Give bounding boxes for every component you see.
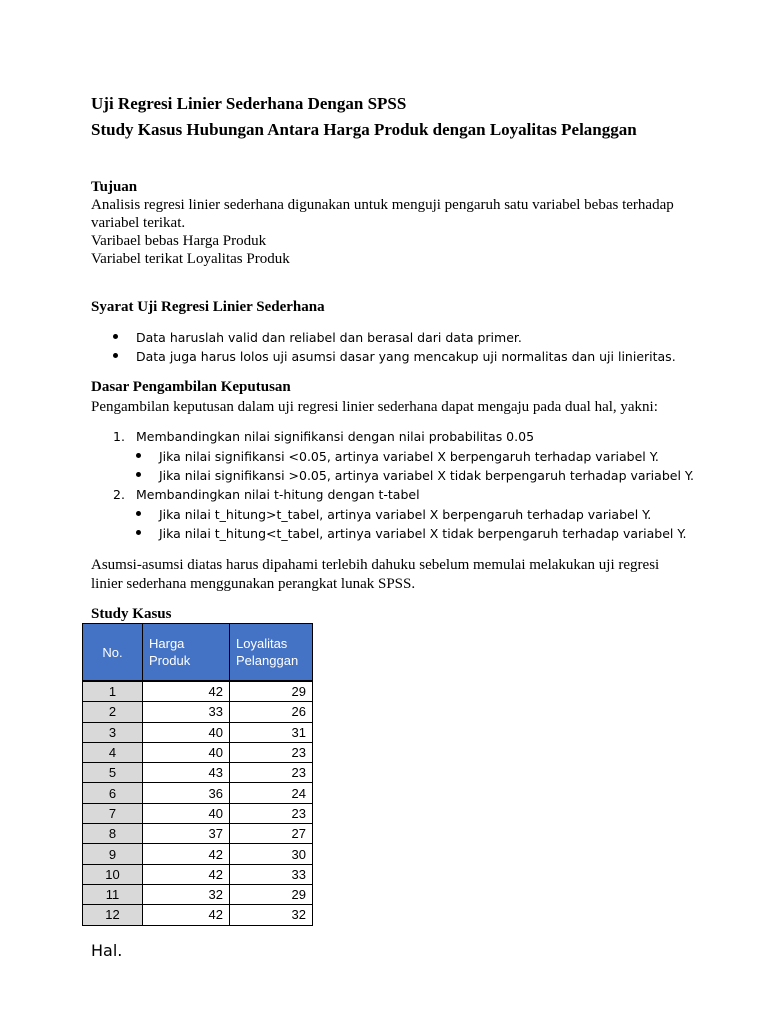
table-header-row <box>83 624 313 682</box>
document-title: Uji Regresi Linier Sederhana Dengan SPSS <box>91 94 407 113</box>
bullet-icon <box>113 353 118 358</box>
syarat-item-2: Data juga harus lolos uji asumsi dasar yang mencakup uji normalitas dan uji linieritas. <box>136 349 676 364</box>
list-number-1: 1. <box>113 429 125 444</box>
table-row <box>83 864 313 884</box>
dasar-item-1-sub-2: Jika nilai signifikansi >0.05, artinya variabel X tidak berpengaruh terhadap variabel Y. <box>159 468 694 483</box>
cell-no: 2 <box>83 702 143 722</box>
table-row <box>83 742 313 762</box>
table-row <box>83 824 313 844</box>
cell-loyalitas-pelanggan: 27 <box>230 824 313 844</box>
syarat-item-1: Data haruslah valid dan reliabel dan berasal dari data primer. <box>136 330 522 345</box>
dasar-item-1-sub-1: Jika nilai signifikansi <0.05, artinya variabel X berpengaruh terhadap variabel Y. <box>159 449 659 464</box>
cell-no: 3 <box>83 722 143 742</box>
column-header-no: No. <box>83 624 143 682</box>
column-header-harga <box>143 624 230 682</box>
bullet-icon <box>136 472 141 477</box>
study-table <box>82 623 313 926</box>
bullet-icon <box>136 530 141 535</box>
tujuan-line-1: Analisis regresi linier sederhana digunakan untuk menguji pengaruh satu variabel bebas terhadap <box>91 197 674 213</box>
tujuan-line-3: Varibael bebas Harga Produk <box>91 233 267 249</box>
page-footer: Hal. <box>91 941 123 960</box>
table-row <box>83 722 313 742</box>
cell-no: 4 <box>83 742 143 762</box>
table-row <box>83 844 313 864</box>
table-row <box>83 702 313 722</box>
list-number-2: 2. <box>113 487 125 502</box>
column-header-harga-label: Harga Produk <box>149 636 191 668</box>
cell-harga-produk: 43 <box>143 763 230 783</box>
column-header-loyalitas <box>230 624 313 682</box>
cell-loyalitas-pelanggan: 23 <box>230 763 313 783</box>
syarat-heading: Syarat Uji Regresi Linier Sederhana <box>91 299 325 315</box>
cell-no: 5 <box>83 763 143 783</box>
cell-harga-produk: 42 <box>143 681 230 702</box>
cell-no: 10 <box>83 864 143 884</box>
cell-harga-produk: 32 <box>143 884 230 904</box>
asumsi-line-2: linier sederhana menggunakan perangkat lunak SPSS. <box>91 576 416 592</box>
cell-no: 12 <box>83 905 143 925</box>
cell-harga-produk: 42 <box>143 844 230 864</box>
bullet-icon <box>136 511 141 516</box>
table-row <box>83 783 313 803</box>
table-row <box>83 681 313 702</box>
cell-no: 7 <box>83 803 143 823</box>
dasar-item-2: Membandingkan nilai t-hitung dengan t-tabel <box>136 487 420 502</box>
table-row <box>83 803 313 823</box>
table-row <box>83 763 313 783</box>
cell-loyalitas-pelanggan: 24 <box>230 783 313 803</box>
cell-loyalitas-pelanggan: 26 <box>230 702 313 722</box>
bullet-icon <box>113 334 118 339</box>
cell-loyalitas-pelanggan: 30 <box>230 844 313 864</box>
cell-loyalitas-pelanggan: 23 <box>230 803 313 823</box>
asumsi-line-1: Asumsi-asumsi diatas harus dipahami terlebih dahuku sebelum memulai melakukan uji regresi <box>91 557 660 573</box>
cell-loyalitas-pelanggan: 32 <box>230 905 313 925</box>
dasar-item-2-sub-1: Jika nilai t_hitung>t_tabel, artinya variabel X berpengaruh terhadap variabel Y. <box>159 507 652 522</box>
cell-no: 8 <box>83 824 143 844</box>
tujuan-heading: Tujuan <box>91 179 138 195</box>
cell-harga-produk: 42 <box>143 864 230 884</box>
cell-harga-produk: 40 <box>143 722 230 742</box>
cell-no: 9 <box>83 844 143 864</box>
cell-loyalitas-pelanggan: 33 <box>230 864 313 884</box>
cell-harga-produk: 36 <box>143 783 230 803</box>
table-row <box>83 905 313 925</box>
tujuan-line-2: variabel terikat. <box>91 215 186 231</box>
dasar-item-2-sub-2: Jika nilai t_hitung<t_tabel, artinya variabel X tidak berpengaruh terhadap variabel Y. <box>159 526 687 541</box>
study-heading: Study Kasus <box>91 606 172 622</box>
cell-harga-produk: 33 <box>143 702 230 722</box>
document-subtitle: Study Kasus Hubungan Antara Harga Produk dengan Loyalitas Pelanggan <box>91 120 637 139</box>
dasar-item-1: Membandingkan nilai signifikansi dengan nilai probabilitas 0.05 <box>136 429 535 444</box>
bullet-icon <box>136 453 141 458</box>
cell-harga-produk: 37 <box>143 824 230 844</box>
cell-no: 11 <box>83 884 143 904</box>
cell-loyalitas-pelanggan: 23 <box>230 742 313 762</box>
tujuan-line-4: Variabel terikat Loyalitas Produk <box>91 251 290 267</box>
dasar-intro: Pengambilan keputusan dalam uji regresi linier sederhana dapat mengaju pada dual hal, yakni: <box>91 399 658 415</box>
dasar-heading: Dasar Pengambilan Keputusan <box>91 379 291 395</box>
table-row <box>83 884 313 904</box>
cell-harga-produk: 40 <box>143 742 230 762</box>
cell-loyalitas-pelanggan: 29 <box>230 681 313 702</box>
cell-harga-produk: 40 <box>143 803 230 823</box>
cell-harga-produk: 42 <box>143 905 230 925</box>
cell-no: 6 <box>83 783 143 803</box>
column-header-loyalitas-label: Loyalitas Pelanggan <box>236 636 299 668</box>
cell-loyalitas-pelanggan: 29 <box>230 884 313 904</box>
cell-loyalitas-pelanggan: 31 <box>230 722 313 742</box>
cell-no: 1 <box>83 681 143 702</box>
